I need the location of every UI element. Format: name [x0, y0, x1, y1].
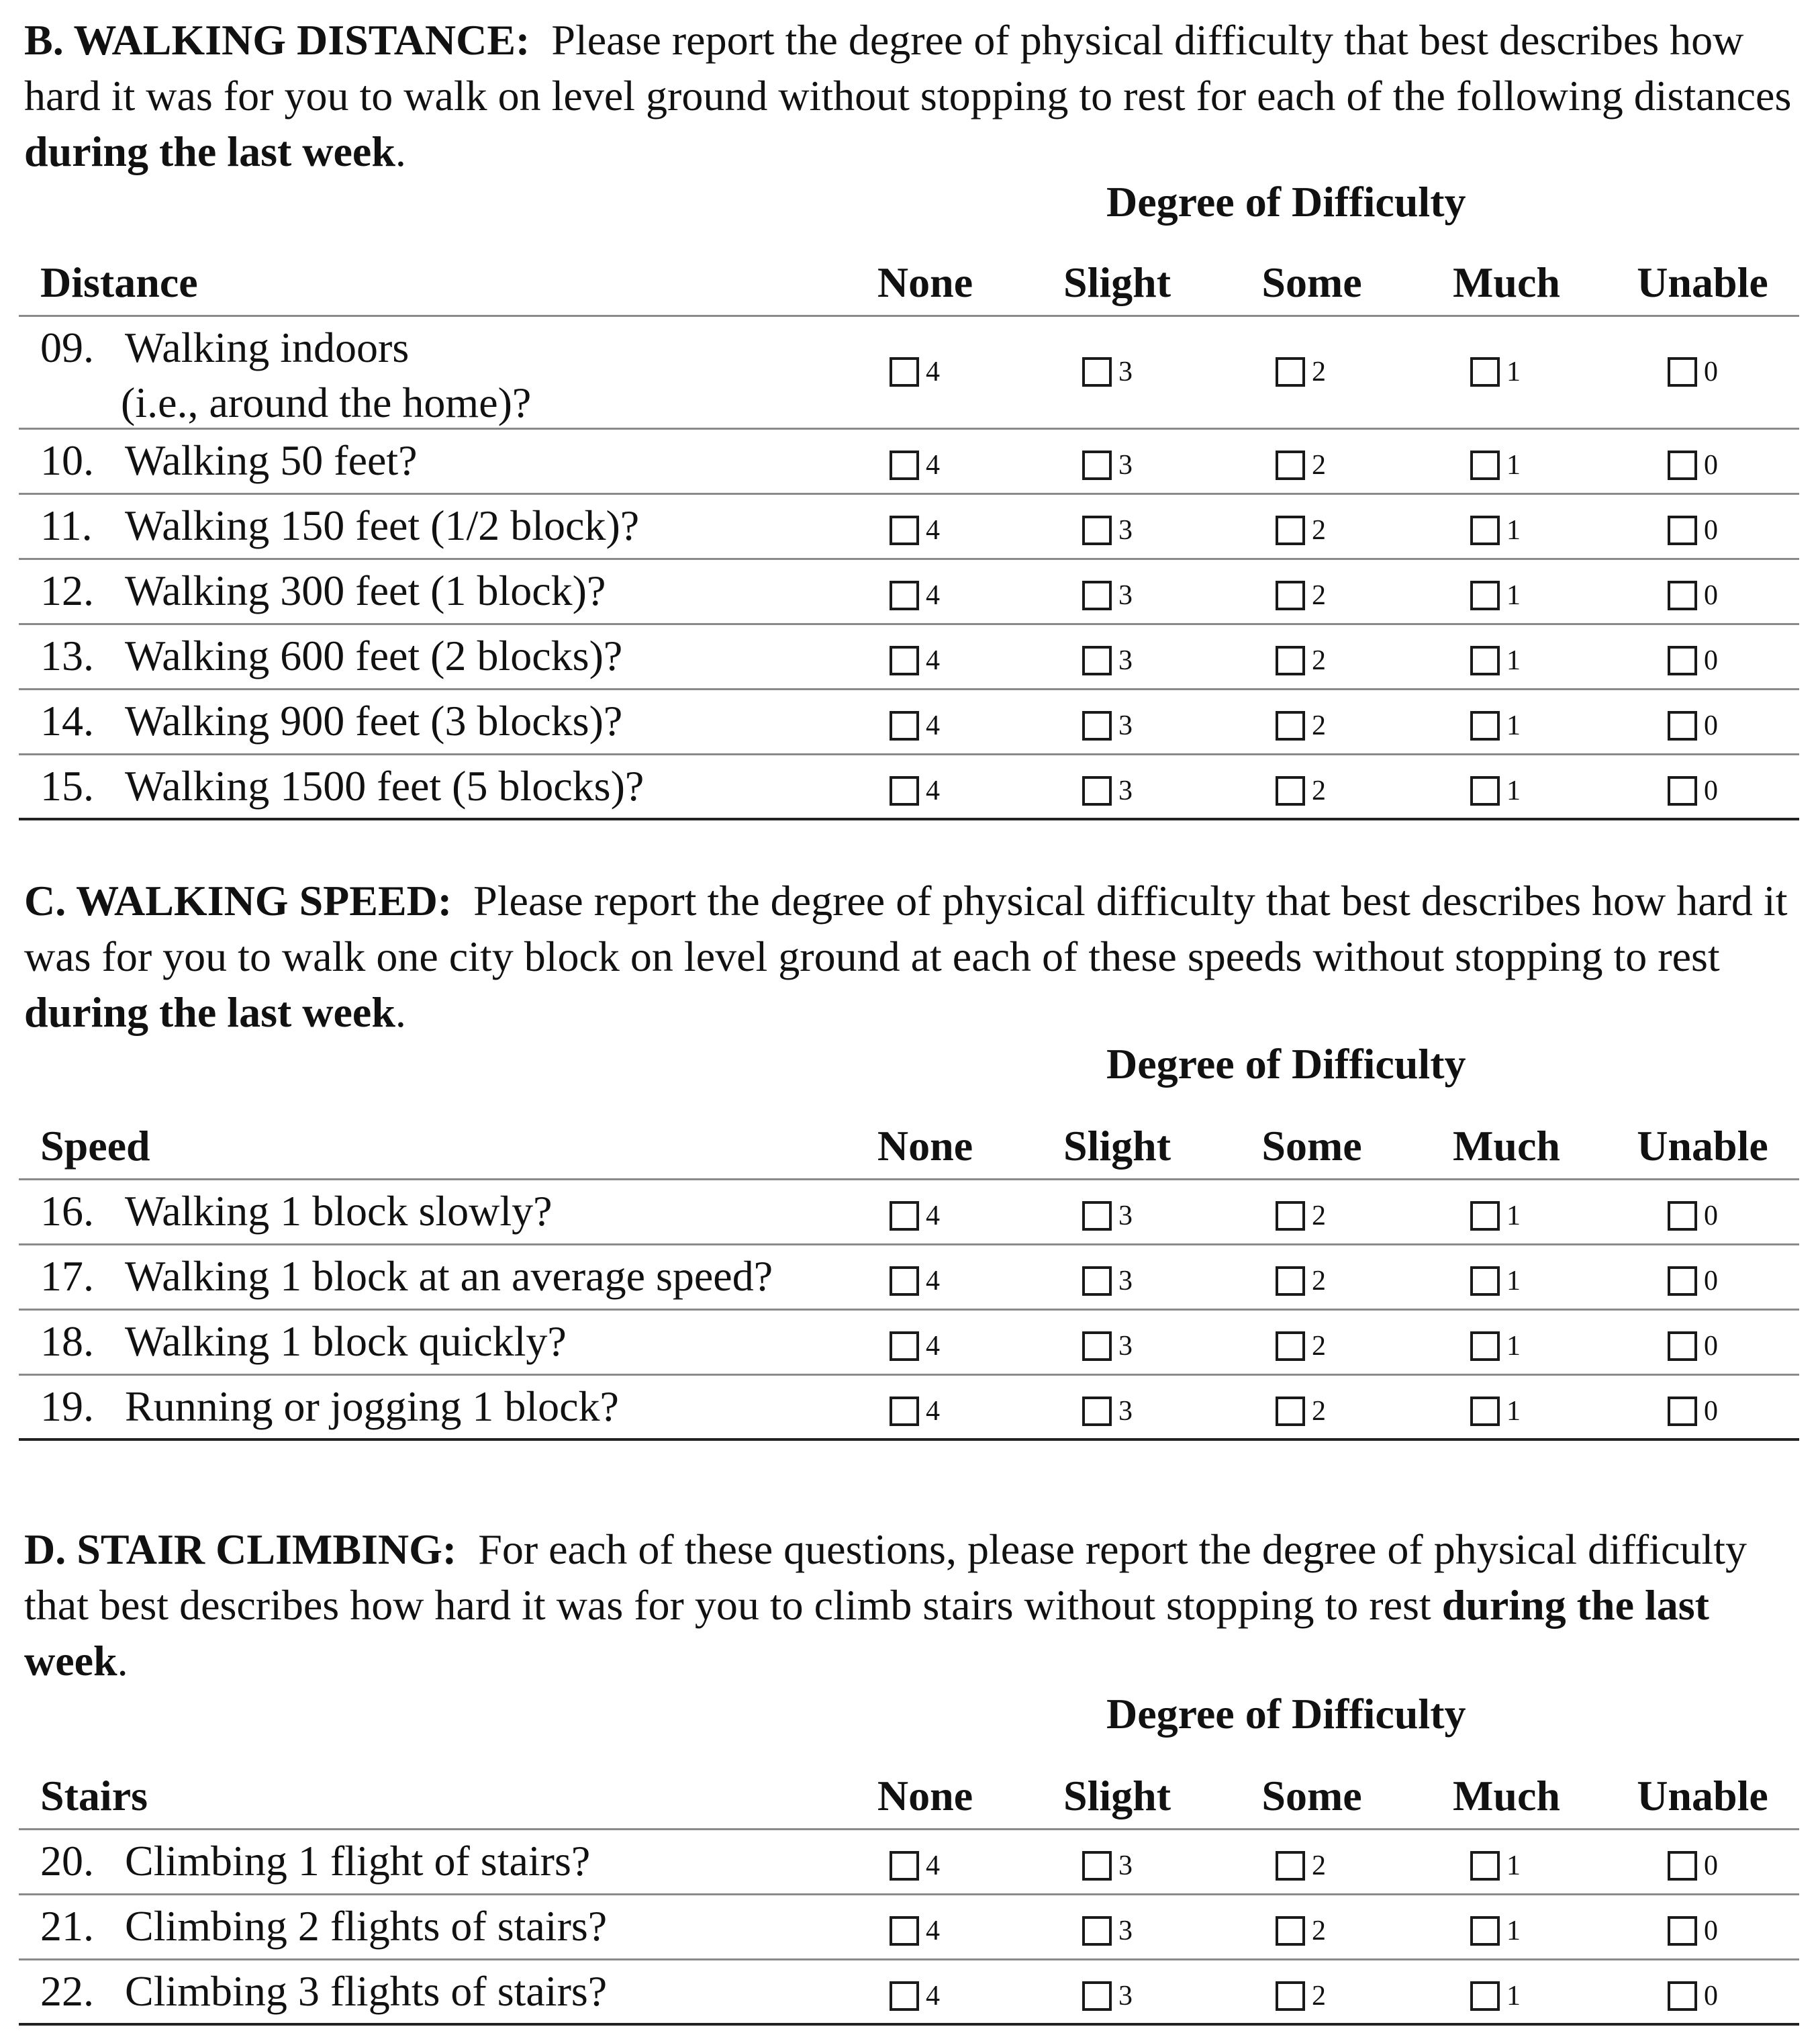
checkbox[interactable]: [1470, 1397, 1500, 1426]
checkbox[interactable]: [1082, 451, 1112, 480]
section-heading: C. WALKING SPEED:: [24, 877, 452, 925]
option-score: 3: [1118, 775, 1133, 806]
col-header-slight: Slight: [1063, 1122, 1171, 1170]
option-slight[interactable]: [1082, 1916, 1136, 1946]
question-text: Walking indoors: [125, 324, 410, 371]
option-score: 4: [926, 1981, 940, 2012]
option-some[interactable]: [1276, 711, 1329, 741]
option-some[interactable]: [1276, 1266, 1329, 1296]
checkbox[interactable]: [890, 1331, 919, 1361]
option-score: 0: [1704, 1266, 1718, 1296]
checkbox[interactable]: [1276, 1201, 1305, 1231]
table-row: [19, 1830, 1799, 1895]
question-number: 18.: [40, 1317, 94, 1365]
option-score: 1: [1506, 515, 1521, 546]
option-none[interactable]: [890, 1916, 943, 1946]
option-slight[interactable]: [1082, 581, 1136, 610]
table-row: [19, 755, 1799, 820]
option-score: 1: [1506, 580, 1521, 611]
option-score: 3: [1118, 1915, 1133, 1946]
option-score: 0: [1704, 450, 1718, 481]
option-score: 4: [926, 1396, 940, 1427]
checkbox[interactable]: [1470, 646, 1500, 675]
checkbox[interactable]: [1668, 711, 1697, 741]
degree-of-difficulty-heading: Degree of Difficulty: [1106, 178, 1466, 226]
checkbox[interactable]: [1082, 357, 1112, 387]
option-slight[interactable]: [1082, 1397, 1136, 1426]
option-some[interactable]: [1276, 1981, 1329, 2011]
checkbox[interactable]: [1082, 1851, 1112, 1881]
checkbox[interactable]: [1668, 646, 1697, 675]
option-score: 3: [1118, 450, 1133, 481]
option-score: 0: [1704, 1850, 1718, 1881]
checkbox[interactable]: [1276, 1916, 1305, 1946]
option-score: 2: [1312, 710, 1326, 741]
option-score: 3: [1118, 710, 1133, 741]
checkbox[interactable]: [1668, 1981, 1697, 2011]
option-some[interactable]: [1276, 646, 1329, 675]
option-score: 4: [926, 1331, 940, 1362]
option-score: 4: [926, 450, 940, 481]
option-none[interactable]: [890, 711, 943, 741]
option-none[interactable]: [890, 1851, 943, 1881]
option-unable[interactable]: [1668, 1397, 1721, 1426]
checkbox[interactable]: [1470, 1981, 1500, 2011]
option-score: 1: [1506, 1915, 1521, 1946]
question-text: Climbing 2 flights of stairs?: [125, 1902, 608, 1950]
section-intro: [24, 12, 1797, 179]
checkbox[interactable]: [1668, 1851, 1697, 1881]
option-score: 3: [1118, 1981, 1133, 2012]
checkbox[interactable]: [890, 516, 919, 545]
checkbox[interactable]: [1276, 1331, 1305, 1361]
table-header: [19, 1116, 1799, 1180]
checkbox[interactable]: [890, 581, 919, 610]
checkbox[interactable]: [1668, 1266, 1697, 1296]
col-header-unable: Unable: [1637, 258, 1768, 306]
checkbox[interactable]: [1470, 1331, 1500, 1361]
section-heading: D. STAIR CLIMBING:: [24, 1525, 457, 1573]
question-text: Walking 1500 feet (5 blocks)?: [125, 762, 644, 810]
checkbox[interactable]: [1470, 711, 1500, 741]
option-score: 0: [1704, 515, 1718, 546]
section-instructions: For each of these questions, please report the degree of physical difficulty that best describes how hard it was for you to climb stairs without stopping to rest: [24, 1525, 1747, 1629]
option-much[interactable]: [1470, 711, 1524, 741]
checkbox[interactable]: [1082, 1331, 1112, 1361]
option-score: 0: [1704, 710, 1718, 741]
option-score: 0: [1704, 775, 1718, 806]
checkbox[interactable]: [1668, 1201, 1697, 1231]
section-instructions: Please report the degree of physical difficulty that best describes how hard it was for you to walk on level ground without stopping to rest for each of the following distances: [24, 16, 1792, 120]
option-score: 2: [1312, 1981, 1326, 2012]
option-much[interactable]: [1470, 1981, 1524, 2011]
option-some[interactable]: [1276, 1331, 1329, 1361]
option-much[interactable]: [1470, 1851, 1524, 1881]
section-intro-end: .: [395, 988, 406, 1036]
question-number: 14.: [40, 697, 94, 745]
option-much[interactable]: [1470, 1201, 1524, 1231]
checkbox[interactable]: [1668, 1916, 1697, 1946]
option-some[interactable]: [1276, 581, 1329, 610]
option-slight[interactable]: [1082, 1981, 1136, 2011]
checkbox[interactable]: [1276, 1397, 1305, 1426]
checkbox[interactable]: [890, 711, 919, 741]
checkbox[interactable]: [890, 776, 919, 806]
checkbox[interactable]: [890, 1201, 919, 1231]
question-number: 13.: [40, 632, 94, 679]
option-none[interactable]: [890, 1397, 943, 1426]
checkbox[interactable]: [1470, 451, 1500, 480]
table-row: [19, 560, 1799, 625]
option-score: 2: [1312, 1331, 1326, 1362]
checkbox[interactable]: [1276, 1266, 1305, 1296]
row-label-header: Stairs: [40, 1772, 148, 1819]
checkbox[interactable]: [1470, 1851, 1500, 1881]
option-slight[interactable]: [1082, 1201, 1136, 1231]
table-row: [19, 1311, 1799, 1376]
degree-of-difficulty-heading: Degree of Difficulty: [1106, 1690, 1466, 1738]
option-unable[interactable]: [1668, 646, 1721, 675]
col-header-unable: Unable: [1637, 1122, 1768, 1170]
question-text: Walking 1 block at an average speed?: [125, 1252, 773, 1300]
option-none[interactable]: [890, 646, 943, 675]
checkbox[interactable]: [890, 1916, 919, 1946]
col-header-none: None: [877, 258, 973, 306]
option-none[interactable]: [890, 516, 943, 545]
option-score: 0: [1704, 1915, 1718, 1946]
col-header-none: None: [877, 1122, 973, 1170]
checkbox[interactable]: [1276, 646, 1305, 675]
table-row: [19, 1180, 1799, 1245]
col-header-unable: Unable: [1637, 1772, 1768, 1819]
checkbox[interactable]: [890, 1981, 919, 2011]
option-score: 0: [1704, 1331, 1718, 1362]
option-score: 3: [1118, 1331, 1133, 1362]
table-row: [19, 625, 1799, 690]
option-score: 3: [1118, 515, 1133, 546]
col-header-some: Some: [1261, 1122, 1362, 1170]
checkbox[interactable]: [1470, 776, 1500, 806]
option-score: 1: [1506, 1331, 1521, 1362]
table-row: [19, 1895, 1799, 1960]
option-slight[interactable]: [1082, 451, 1136, 480]
question-number: 20.: [40, 1837, 94, 1885]
option-score: 2: [1312, 645, 1326, 676]
checkbox[interactable]: [1470, 581, 1500, 610]
option-some[interactable]: [1276, 1397, 1329, 1426]
option-unable[interactable]: [1668, 357, 1721, 387]
option-score: 4: [926, 1915, 940, 1946]
option-unable[interactable]: [1668, 581, 1721, 610]
option-score: 4: [926, 357, 940, 387]
checkbox[interactable]: [1082, 776, 1112, 806]
checkbox[interactable]: [890, 1266, 919, 1296]
checkbox[interactable]: [1082, 516, 1112, 545]
checkbox[interactable]: [1082, 1916, 1112, 1946]
col-header-none: None: [877, 1772, 973, 1819]
option-much[interactable]: [1470, 451, 1524, 480]
option-score: 2: [1312, 1396, 1326, 1427]
option-none[interactable]: [890, 451, 943, 480]
option-some[interactable]: [1276, 1201, 1329, 1231]
section-emphasis: during the last week: [24, 988, 395, 1036]
option-some[interactable]: [1276, 357, 1329, 387]
option-score: 2: [1312, 1266, 1326, 1296]
col-header-much: Much: [1453, 1772, 1560, 1819]
option-score: 1: [1506, 1850, 1521, 1881]
checkbox[interactable]: [1276, 1981, 1305, 2011]
option-score: 1: [1506, 1266, 1521, 1296]
checkbox[interactable]: [1668, 776, 1697, 806]
question-text: Walking 1 block slowly?: [125, 1187, 553, 1235]
option-much[interactable]: [1470, 646, 1524, 675]
col-header-much: Much: [1453, 258, 1560, 306]
option-score: 0: [1704, 357, 1718, 387]
question-text: Climbing 1 flight of stairs?: [125, 1837, 591, 1885]
option-score: 0: [1704, 1981, 1718, 2012]
option-unable[interactable]: [1668, 776, 1721, 806]
option-much[interactable]: [1470, 1331, 1524, 1361]
option-score: 4: [926, 775, 940, 806]
checkbox[interactable]: [1668, 357, 1697, 387]
option-score: 0: [1704, 580, 1718, 611]
option-slight[interactable]: [1082, 516, 1136, 545]
option-score: 1: [1506, 1200, 1521, 1231]
option-score: 2: [1312, 450, 1326, 481]
option-some[interactable]: [1276, 451, 1329, 480]
checkbox[interactable]: [1668, 1331, 1697, 1361]
option-score: 2: [1312, 775, 1326, 806]
option-score: 4: [926, 1266, 940, 1296]
option-none[interactable]: [890, 1331, 943, 1361]
option-none[interactable]: [890, 776, 943, 806]
option-slight[interactable]: [1082, 776, 1136, 806]
checkbox[interactable]: [1082, 1397, 1112, 1426]
option-score: 4: [926, 710, 940, 741]
row-label-header: Distance: [40, 258, 198, 306]
option-none[interactable]: [890, 1201, 943, 1231]
option-slight[interactable]: [1082, 711, 1136, 741]
col-header-some: Some: [1261, 258, 1362, 306]
option-much[interactable]: [1470, 776, 1524, 806]
question-text: Walking 50 feet?: [125, 436, 418, 484]
col-header-slight: Slight: [1063, 1772, 1171, 1819]
option-score: 0: [1704, 1200, 1718, 1231]
question-number: 16.: [40, 1187, 94, 1235]
table-row: [19, 430, 1799, 495]
option-score: 1: [1506, 645, 1521, 676]
option-slight[interactable]: [1082, 1851, 1136, 1881]
option-unable[interactable]: [1668, 1201, 1721, 1231]
option-none[interactable]: [890, 357, 943, 387]
col-header-slight: Slight: [1063, 258, 1171, 306]
checkbox[interactable]: [1276, 1851, 1305, 1881]
question-text: Walking 600 feet (2 blocks)?: [125, 632, 623, 679]
section-intro-end: .: [395, 128, 406, 175]
section-heading: B. WALKING DISTANCE:: [24, 16, 530, 64]
question-number: 12.: [40, 567, 94, 614]
section-intro: [24, 873, 1797, 1040]
question-number: 09.: [40, 324, 94, 371]
option-much[interactable]: [1470, 516, 1524, 545]
option-unable[interactable]: [1668, 451, 1721, 480]
option-much[interactable]: [1470, 1916, 1524, 1946]
checkbox[interactable]: [1082, 646, 1112, 675]
option-unable[interactable]: [1668, 1331, 1721, 1361]
option-some[interactable]: [1276, 516, 1329, 545]
checkbox[interactable]: [1470, 1201, 1500, 1231]
option-some[interactable]: [1276, 1851, 1329, 1881]
option-much[interactable]: [1470, 1397, 1524, 1426]
question-number: 17.: [40, 1252, 94, 1300]
option-score: 4: [926, 580, 940, 611]
section-intro: [24, 1521, 1797, 1689]
option-score: 4: [926, 645, 940, 676]
checkbox[interactable]: [890, 1397, 919, 1426]
option-slight[interactable]: [1082, 646, 1136, 675]
option-score: 1: [1506, 1396, 1521, 1427]
row-label-header: Speed: [40, 1122, 150, 1170]
checkbox[interactable]: [1668, 516, 1697, 545]
col-header-much: Much: [1453, 1122, 1560, 1170]
question-number: 11.: [40, 502, 93, 549]
table-row: [19, 1376, 1799, 1441]
option-score: 2: [1312, 357, 1326, 387]
option-none[interactable]: [890, 1981, 943, 2011]
option-slight[interactable]: [1082, 1266, 1136, 1296]
option-some[interactable]: [1276, 776, 1329, 806]
checkbox[interactable]: [1470, 1266, 1500, 1296]
table-row: [19, 690, 1799, 755]
checkbox[interactable]: [1470, 357, 1500, 387]
checkbox[interactable]: [1276, 581, 1305, 610]
question-text-continued: (i.e., around the home)?: [121, 379, 532, 426]
option-score: 3: [1118, 645, 1133, 676]
option-much[interactable]: [1470, 581, 1524, 610]
section-emphasis: during the last week: [24, 128, 395, 175]
checkbox[interactable]: [1082, 1266, 1112, 1296]
table-row: [19, 1960, 1799, 2026]
option-unable[interactable]: [1668, 1916, 1721, 1946]
option-slight[interactable]: [1082, 357, 1136, 387]
option-some[interactable]: [1276, 1916, 1329, 1946]
option-none[interactable]: [890, 581, 943, 610]
col-header-some: Some: [1261, 1772, 1362, 1819]
question-text: Walking 1 block quickly?: [125, 1317, 567, 1365]
option-score: 3: [1118, 1850, 1133, 1881]
option-score: 2: [1312, 580, 1326, 611]
option-score: 1: [1506, 357, 1521, 387]
section-emphasis: during the last week: [24, 1581, 1709, 1685]
checkbox[interactable]: [1668, 451, 1697, 480]
option-score: 4: [926, 1200, 940, 1231]
option-score: 3: [1118, 1266, 1133, 1296]
option-unable[interactable]: [1668, 516, 1721, 545]
option-score: 4: [926, 1850, 940, 1881]
checkbox[interactable]: [1276, 451, 1305, 480]
table-header: [19, 1766, 1799, 1830]
option-score: 3: [1118, 1396, 1133, 1427]
checkbox[interactable]: [1276, 711, 1305, 741]
option-score: 1: [1506, 1981, 1521, 2012]
section-intro-end: .: [117, 1637, 128, 1685]
option-score: 3: [1118, 1200, 1133, 1231]
option-score: 3: [1118, 357, 1133, 387]
option-much[interactable]: [1470, 357, 1524, 387]
option-score: 1: [1506, 710, 1521, 741]
table-row: [19, 1245, 1799, 1311]
checkbox[interactable]: [890, 357, 919, 387]
table-row: [19, 317, 1799, 430]
question-text: Climbing 3 flights of stairs?: [125, 1967, 608, 2015]
option-score: 4: [926, 515, 940, 546]
question-number: 22.: [40, 1967, 94, 2015]
checkbox[interactable]: [1276, 516, 1305, 545]
question-number: 10.: [40, 436, 94, 484]
option-slight[interactable]: [1082, 1331, 1136, 1361]
question-number: 21.: [40, 1902, 94, 1950]
option-unable[interactable]: [1668, 711, 1721, 741]
checkbox[interactable]: [1082, 1981, 1112, 2011]
checkbox[interactable]: [890, 1851, 919, 1881]
checkbox[interactable]: [1668, 1397, 1697, 1426]
checkbox[interactable]: [1668, 581, 1697, 610]
question-text: Walking 300 feet (1 block)?: [125, 567, 606, 614]
checkbox[interactable]: [1276, 357, 1305, 387]
option-much[interactable]: [1470, 1266, 1524, 1296]
option-unable[interactable]: [1668, 1981, 1721, 2011]
question-text: Walking 150 feet (1/2 block)?: [125, 502, 640, 549]
checkbox[interactable]: [1082, 711, 1112, 741]
option-none[interactable]: [890, 1266, 943, 1296]
question-number: 19.: [40, 1382, 94, 1430]
option-score: 2: [1312, 515, 1326, 546]
question-text: Running or jogging 1 block?: [125, 1382, 619, 1430]
option-score: 1: [1506, 450, 1521, 481]
question-number: 15.: [40, 762, 94, 810]
checkbox[interactable]: [1082, 581, 1112, 610]
table-row: [19, 495, 1799, 560]
checkbox[interactable]: [1276, 776, 1305, 806]
option-unable[interactable]: [1668, 1851, 1721, 1881]
checkbox[interactable]: [890, 451, 919, 480]
checkbox[interactable]: [1470, 516, 1500, 545]
checkbox[interactable]: [890, 646, 919, 675]
degree-of-difficulty-heading: Degree of Difficulty: [1106, 1040, 1466, 1088]
option-score: 2: [1312, 1915, 1326, 1946]
option-score: 2: [1312, 1200, 1326, 1231]
option-score: 1: [1506, 775, 1521, 806]
option-score: 0: [1704, 1396, 1718, 1427]
checkbox[interactable]: [1470, 1916, 1500, 1946]
option-unable[interactable]: [1668, 1266, 1721, 1296]
table-header: [19, 252, 1799, 317]
checkbox[interactable]: [1082, 1201, 1112, 1231]
question-text: Walking 900 feet (3 blocks)?: [125, 697, 623, 745]
section-instructions: Please report the degree of physical difficulty that best describes how hard it was for you to walk one city block on level ground at each of these speeds without stopping to rest: [24, 877, 1788, 980]
option-score: 2: [1312, 1850, 1326, 1881]
option-score: 0: [1704, 645, 1718, 676]
option-score: 3: [1118, 580, 1133, 611]
